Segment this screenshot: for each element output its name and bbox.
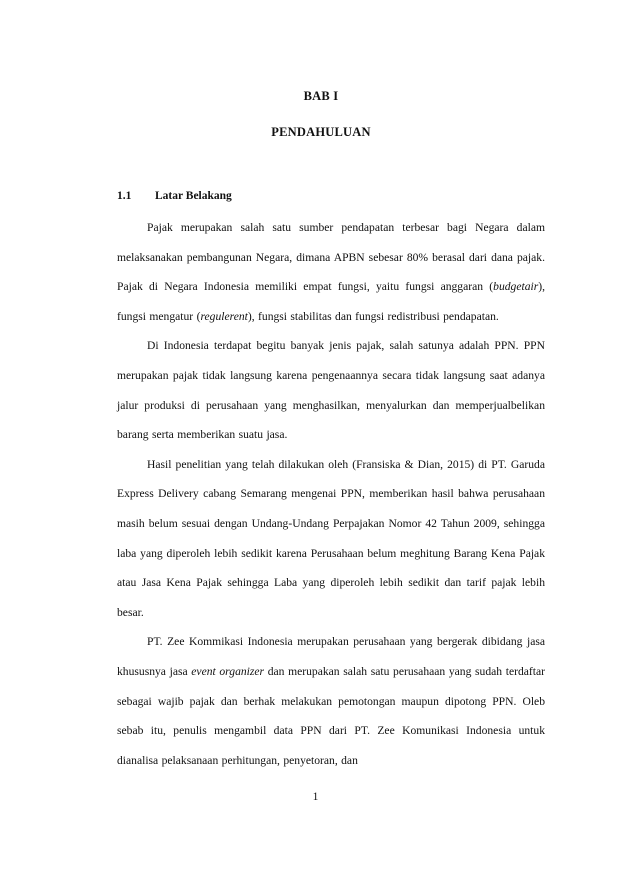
paragraph-2: Di Indonesia terdapat begitu banyak jenis pajak, salah satunya adalah PPN. PPN merupakan pajak tidak langsung karena pengenaannya secara tidak langsung saat adanya jalur produksi di perusahaan yang menghasilkan, menyalurkan dan memperjualbelikan barang serta memberikan suatu jasa. [117, 339, 545, 442]
paragraph-3: Hasil penelitian yang telah dilakukan oleh (Fransiska & Dian, 2015) di PT. Garuda Express Delivery cabang Semarang mengenai PPN, memberikan hasil bahwa perusahaan masih belum sesuai dengan Undang-Undang Perpajakan Nomor 42 Tahun 2009, sehingga laba yang diperoleh lebih sedikit karena Perusahaan belum meghitung Barang Kena Pajak atau Jasa Kena Pajak sehingga Laba yang diperoleh lebih sedikit dan tarif pajak lebih besar. [117, 457, 545, 619]
body-text [117, 213, 545, 775]
paragraph-4-text-a: PT. Zee Kommikasi Indonesia merupakan perusahaan yang bergerak dibidang jasa khususnya jasa [117, 635, 545, 678]
paragraph-1-text-a: Pajak merupakan salah satu sumber pendapatan terbesar bagi Negara dalam melaksanakan pembangunan Negara, dimana APBN sebesar 80% berasal dari dana pajak. Pajak di Negara Indonesia memiliki empat fungsi, yaitu fungsi anggaran ( [117, 221, 545, 294]
section-heading [117, 190, 232, 202]
paragraph-4 [117, 627, 545, 775]
section-title: Latar Belakang [155, 190, 232, 202]
paragraph-4-text-b: dan merupakan salah satu perusahaan yang sudah terdaftar sebagai wajib pajak dan berhak melakukan pemotongan maupun dipotong PPN. Oleb sebab itu, penulis mengambil data PPN dari PT. Zee Komunikasi Indonesia untuk dianalisa pelaksanaan perhitungan, penyetoran, dan [117, 664, 546, 767]
paragraph-4-italic-event-organizer: event organizer [191, 664, 265, 678]
page-number: 1 [312, 791, 319, 803]
paragraph-1-italic-budgetair: budgetair [493, 280, 539, 294]
paragraph-1-text-b: ), fungsi mengatur ( [117, 280, 545, 323]
chapter-title: PENDAHULUAN [271, 125, 371, 139]
section-number: 1.1 [117, 190, 132, 202]
chapter-number: BAB I [303, 89, 339, 103]
paragraph-1-italic-regulerent: regulerent [200, 309, 248, 323]
paragraph-1-text-c: ), fungsi stabilitas dan fungsi redistribusi pendapatan. [247, 309, 499, 323]
paragraph-1 [117, 213, 545, 331]
